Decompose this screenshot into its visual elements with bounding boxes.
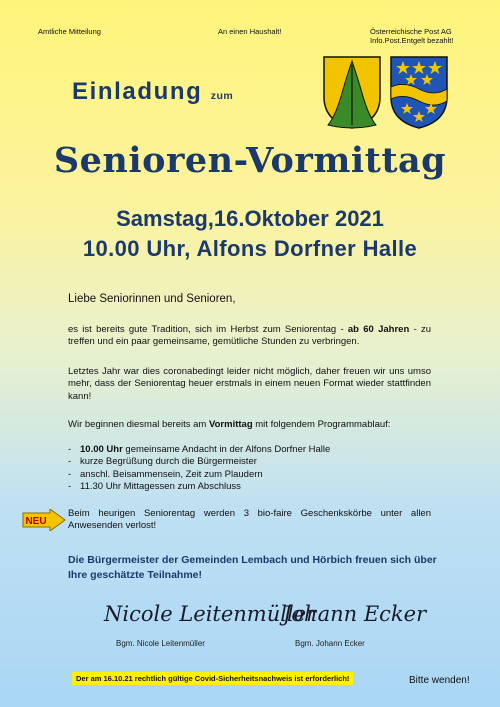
letter-paragraph-1: [68, 324, 431, 349]
neu-arrow-badge: [22, 509, 66, 531]
lembach-crest-icon: [322, 55, 382, 130]
p3-text: Wir beginnen diesmal bereits am: [68, 419, 209, 430]
p3-bold: Vormittag: [208, 419, 253, 430]
signature-caption-ecker: Bgm. Johann Ecker: [295, 639, 365, 648]
program-list: [68, 444, 431, 494]
p1-bold: ab 60 Jahren: [347, 324, 410, 335]
signature-ecker: Johann Ecker: [283, 602, 427, 626]
letter-paragraph-3: [68, 419, 431, 431]
header-right-line1: Österreichische Post AG: [370, 27, 452, 36]
hoerbich-crest-icon: [389, 55, 449, 130]
program-item-text: kurze Begrüßung durch die Bürgermeister: [80, 456, 257, 468]
letter-paragraph-4: Beim heurigen Seniorentag werden 3 bio-faire Geschenkskörbe unter allen Anwesenden verlost!: [68, 508, 431, 532]
title-einladung-word: Einladung: [72, 78, 203, 105]
program-item: [68, 456, 431, 468]
signature-leitenmueller: Nicole Leitenmüller: [104, 602, 317, 626]
page-title: Senioren-Vormittag: [53, 140, 447, 181]
title-zum: zum: [210, 90, 234, 102]
letter-paragraph-2: Letztes Jahr war dies coronabedingt leider nicht möglich, daher freuen wir uns umso mehr, dass der Seniorentag heuer erstmals in einem neuen Format wieder stattfinden kann!: [68, 366, 431, 402]
please-turn-over: Bitte wenden!: [409, 675, 470, 686]
title-einladung: [72, 78, 233, 106]
letter-greeting: Liebe Seniorinnen und Senioren,: [68, 293, 236, 305]
header-right: [370, 27, 453, 45]
closing-statement: Die Bürgermeister der Gemeinden Lembach und Hörbich freuen sich über Ihre geschätzte Teilnahme!: [68, 554, 437, 581]
covid-notice: Der am 16.10.21 rechtlich gültige Covid-Sicherheitsnachweis ist erforderlich!: [72, 672, 353, 685]
p1-text: es ist bereits gute Tradition, sich im Herbst zum Seniorentag -: [68, 324, 348, 335]
header-right-line2: Info.Post.Entgelt bezahlt!: [370, 36, 454, 45]
program-item: [68, 444, 431, 456]
signature-caption-leitenmueller: Bgm. Nicole Leitenmüller: [116, 639, 205, 648]
program-item: [68, 469, 431, 481]
p1-text-end: - zu treffen und ein paar gemeinsame, gemütliche Stunden zu verbringen.: [68, 324, 431, 348]
header-center: An einen Haushalt!: [218, 27, 282, 36]
program-item: [68, 481, 431, 493]
header-left: Amtliche Mitteilung: [38, 27, 101, 36]
p3-text-end: mit folgendem Programmablauf:: [252, 419, 391, 430]
program-item-text: anschl. Beisammensein, Zeit zum Plaudern: [80, 468, 263, 480]
event-date: Samstag,16.Oktober 2021: [116, 206, 384, 231]
neu-label: NEU: [25, 516, 47, 527]
program-item-text: 11.30 Uhr Mittagessen zum Abschluss: [80, 481, 241, 493]
program-item-text: gemeinsame Andacht in der Alfons Dorfner Halle: [122, 444, 331, 455]
event-time-place: 10.00 Uhr, Alfons Dorfner Halle: [82, 236, 418, 261]
program-item-bold: 10.00 Uhr: [80, 444, 123, 455]
